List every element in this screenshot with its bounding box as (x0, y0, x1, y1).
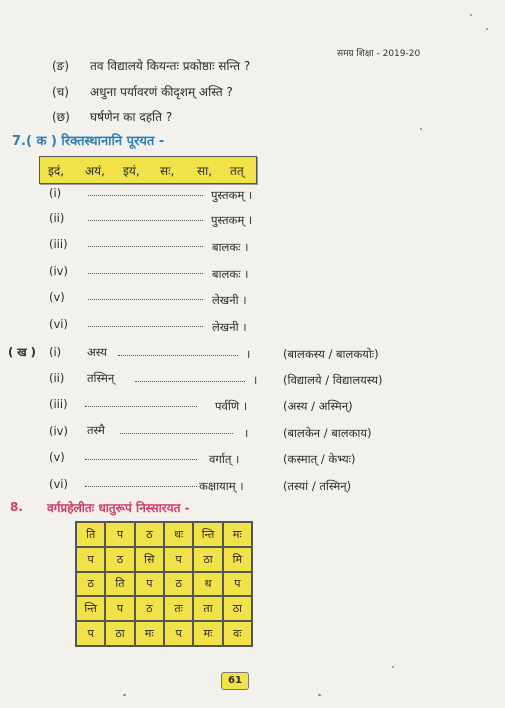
blank-line (85, 459, 197, 460)
item-end: पुस्तकम् । (211, 188, 253, 202)
question-label: (छ) (52, 110, 70, 124)
word-puzzle-grid (75, 521, 253, 647)
blank-line (88, 246, 203, 247)
item-label: (vi) (49, 317, 68, 331)
item-end: लेखनी । (212, 293, 247, 307)
item-end: बालकः । (212, 240, 249, 254)
word-bank-item: इदं, (48, 164, 65, 178)
item-label: (i) (49, 186, 62, 200)
item-end: पुस्तकम् । (211, 213, 253, 227)
blank-line (118, 355, 238, 356)
word-bank-item: इयं, (123, 164, 140, 178)
question-text: घर्षणेन का दहति ? (90, 110, 173, 124)
grid-cell: प (164, 547, 193, 572)
grid-cell: मः (223, 522, 252, 547)
grid-cell: मि (223, 547, 252, 572)
grid-cell: मः (193, 621, 222, 646)
item-label: (ii) (49, 371, 65, 385)
grid-cell: ठ (135, 522, 164, 547)
grid-cell: वः (223, 621, 252, 646)
item-label: (vi) (49, 477, 68, 491)
item-options: (तस्यां / तस्मिन्) (283, 479, 352, 493)
scan-speck (392, 666, 394, 668)
scan-speck (123, 694, 126, 696)
grid-cell: प (76, 547, 105, 572)
grid-cell: तः (164, 596, 193, 621)
grid-cell: थ (193, 572, 222, 597)
question-text: अधुना पर्यावरणं कीदृशम् अस्ति ? (90, 85, 233, 99)
item-label: (iv) (49, 264, 68, 278)
section-8-number: 8. (10, 500, 23, 514)
item-label: (ii) (49, 211, 65, 225)
question-label: (च) (52, 85, 69, 99)
item-label: (v) (49, 450, 65, 464)
item-end: । (244, 426, 249, 440)
item-end: बालकः । (212, 267, 249, 281)
item-label: (i) (49, 345, 62, 359)
grid-cell: प (105, 596, 134, 621)
blank-line (88, 273, 203, 274)
blank-line (85, 406, 197, 407)
word-bank-item: अयं, (85, 164, 105, 178)
item-end: लेखनी । (212, 320, 247, 334)
grid-cell: ठा (105, 621, 134, 646)
item-options: (कस्मात् / केभ्यः) (283, 452, 356, 466)
item-options: (बालकेन / बालकाय) (283, 426, 372, 440)
grid-cell: मः (135, 621, 164, 646)
item-end: कक्षायाम् । (199, 479, 244, 493)
grid-cell: ठ (105, 547, 134, 572)
blank-line (135, 381, 245, 382)
grid-cell: ता (193, 596, 222, 621)
blank-line (88, 220, 203, 221)
item-start: अस्य (87, 345, 107, 359)
grid-cell: थः (164, 522, 193, 547)
item-end: पर्वणि । (215, 399, 248, 413)
item-label: (iii) (49, 397, 68, 411)
item-end: वर्गात् । (209, 452, 240, 466)
question-text: तव विद्यालये कियन्तः प्रकोष्ठाः सन्ति ? (90, 59, 251, 73)
grid-cell: ठ (135, 596, 164, 621)
scan-speck (486, 28, 488, 30)
grid-cell: ति (105, 572, 134, 597)
item-label: (v) (49, 290, 65, 304)
item-start: तस्मिन् (87, 371, 115, 385)
grid-cell: ति (76, 522, 105, 547)
scan-speck (318, 694, 321, 696)
item-options: (अस्य / अस्मिन्) (283, 399, 353, 413)
section-7b-marker: ( ख ) (8, 345, 36, 359)
grid-cell: न्ति (193, 522, 222, 547)
item-options: (बालकस्य / बालकयोः) (283, 347, 379, 361)
grid-cell: ठा (223, 596, 252, 621)
page-header: समग्र शिक्षा - 2019-20 (337, 49, 421, 59)
question-label: (ङ) (52, 59, 70, 73)
blank-line (88, 195, 203, 196)
grid-cell: ठा (193, 547, 222, 572)
section-8-title: वर्गप्रहेलीतः धातुरूपं निस्सारयत - (47, 501, 190, 515)
grid-cell: प (76, 621, 105, 646)
item-end: । (246, 347, 251, 361)
word-bank-item: सः, (160, 164, 175, 178)
grid-cell: ठ (164, 572, 193, 597)
grid-cell: सि (135, 547, 164, 572)
word-bank-item: सा, (197, 164, 213, 178)
grid-cell: प (164, 621, 193, 646)
item-options: (विद्यालये / विद्यालयस्य) (283, 373, 383, 387)
blank-line (88, 299, 203, 300)
page-number: 61 (221, 672, 249, 690)
grid-cell: ठ (76, 572, 105, 597)
blank-line (88, 326, 203, 327)
item-label: (iii) (49, 237, 68, 251)
grid-cell: प (135, 572, 164, 597)
item-end: । (253, 373, 258, 387)
word-bank-box (39, 156, 257, 184)
section-7-title: 7.( क ) रिक्तस्थानानि पूरयत - (12, 134, 165, 149)
grid-cell: प (223, 572, 252, 597)
blank-line (85, 486, 197, 487)
grid-cell: प (105, 522, 134, 547)
word-bank-item: तत् (230, 164, 244, 178)
grid-cell: न्ति (76, 596, 105, 621)
item-label: (iv) (49, 424, 68, 438)
blank-line (120, 433, 233, 434)
scan-speck (420, 128, 422, 130)
scan-speck (470, 14, 472, 16)
item-start: तस्मै (87, 423, 105, 437)
